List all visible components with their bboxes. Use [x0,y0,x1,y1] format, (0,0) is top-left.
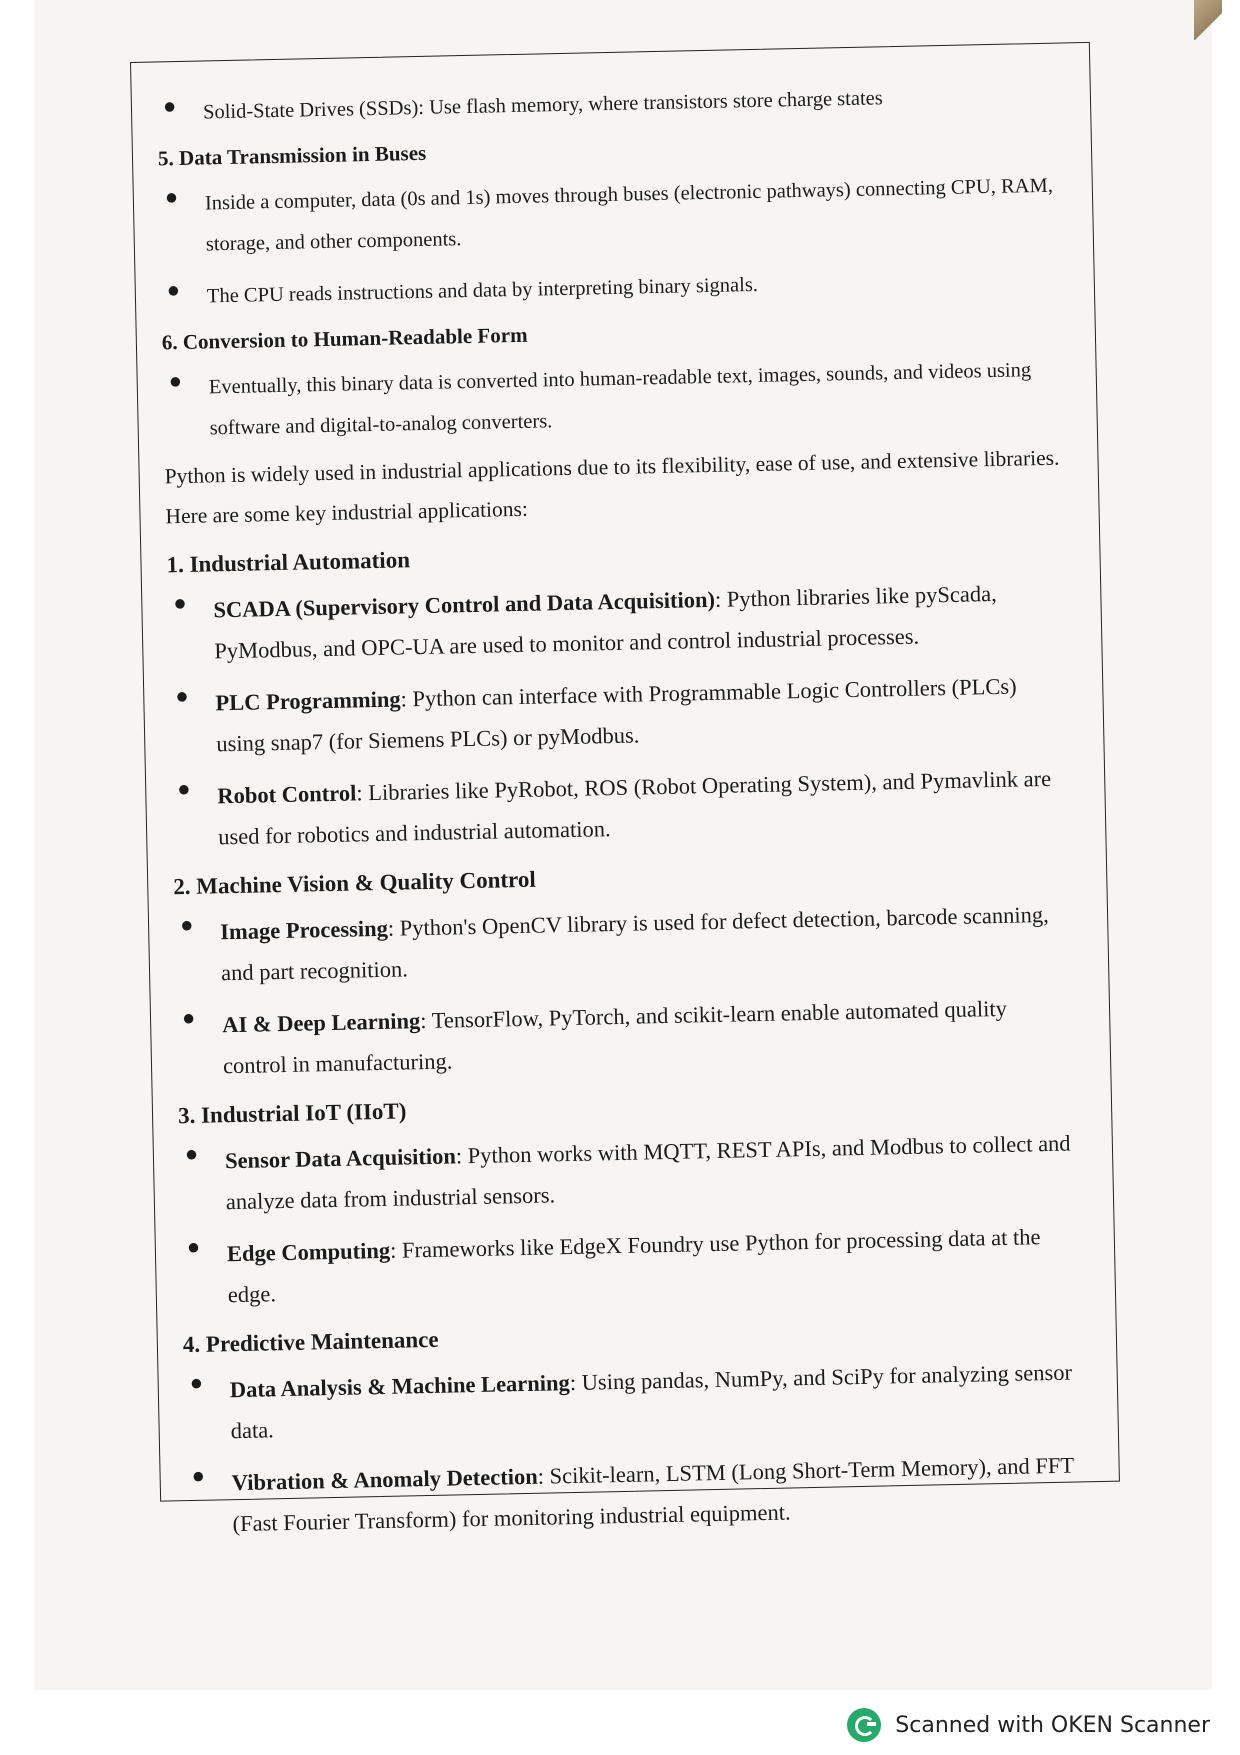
item-description: : TensorFlow, PyTorch, and scikit-learn enable automated quality control in manufacturing. [222,995,1008,1079]
list-item-text [220,902,1049,985]
bordered-text-box [130,42,1120,1537]
list-item-text [232,1453,1074,1537]
bullet-icon: ● [173,589,187,616]
list-item [174,893,1076,994]
list-item [179,1122,1081,1223]
list-item [171,757,1073,858]
page-corner-shadow [1194,0,1222,40]
list-item [161,259,1062,319]
document-content [156,61,1087,1546]
bullet-icon: ● [186,1233,201,1260]
section-heading: 4. Predictive Maintenance [182,1326,439,1358]
item-term: PLC Programming [215,686,401,716]
bullet-icon: ● [176,775,191,802]
list-item-text [225,1131,1071,1215]
list-item [183,1351,1085,1452]
list-item-text [230,1360,1073,1444]
list-item-text [227,1224,1041,1307]
item-term: SCADA (Supervisory Control and Data Acquisition) [213,586,716,623]
item-description: : Python can interface with Programmable Logic Controllers (PLCs) using snap7 (for Siemens PLCs) or pyModbus. [216,673,1017,757]
list-item [162,350,1064,451]
bullet-icon: ● [189,1369,204,1396]
item-term: Sensor Data Acquisition [224,1143,457,1174]
section-heading: 3. Industrial IoT (IIoT) [177,1098,407,1129]
list-item-text [215,674,1017,757]
list-item [181,1215,1083,1316]
list-item-text [213,581,997,663]
item-term: Data Analysis & Machine Learning [229,1370,571,1403]
bullet-icon: ● [179,911,194,938]
bullet-icon: ● [181,1004,196,1031]
bullet-icon: ● [184,1140,199,1167]
bullet-icon: ● [166,277,181,303]
list-item-text: Inside a computer, data (0s and 1s) moves through buses (electronic pathways) connecting CPU, RAM, storage, and other components. [204,174,1054,256]
list-item-text: The CPU reads instructions and data by interpreting binary signals. [206,273,759,308]
list-item [159,166,1061,267]
section-heading: 6. Conversion to Human-Readable Form [161,322,528,355]
item-term: Robot Control [217,780,357,809]
intro-paragraph: Python is widely used in industrial applications due to its flexibility, ease of use, and extensive libraries. Here are some key industrial applications: [164,445,1060,529]
bullet-icon: ● [168,367,183,394]
list-item-text [217,766,1051,849]
bullet-icon: ● [191,1462,206,1489]
item-description: : Python libraries like pyScada, PyModbus, and OPC-UA are used to monitor and control industrial processes. [214,580,997,664]
list-item [169,664,1071,765]
list-item-text [222,996,1007,1078]
oken-scanner-logo-icon [847,1708,881,1742]
item-term: Edge Computing [226,1237,391,1267]
item-term: Image Processing [219,915,389,945]
item-description: : Python works with MQTT, REST APIs, and Modbus to collect and analyze data from industrial sensors. [225,1130,1071,1215]
list-item [157,75,1058,135]
section-heading: 5. Data Transmission in Buses [157,140,427,171]
section-heading: 1. Industrial Automation [166,547,411,578]
bullet-icon: ● [164,184,179,210]
scanner-label: Scanned with OKEN Scanner [895,1712,1210,1738]
item-description: : Scikit-learn, LSTM (Long Short-Term Memory), and FFT (Fast Fourier Transform) for monitoring industrial equipment. [232,1452,1074,1537]
list-item [176,986,1078,1087]
item-term: Vibration & Anomaly Detection [231,1463,538,1496]
bullet-icon: ● [175,682,189,709]
item-description: : Python's OpenCV library is used for defect detection, barcode scanning, and part recognition. [220,901,1049,986]
item-description: : Using pandas, NumPy, and SciPy for analyzing sensor data. [230,1359,1073,1444]
item-description: : Frameworks like EdgeX Foundry use Python for processing data at the edge. [227,1224,1041,1308]
item-description: : Libraries like PyRobot, ROS (Robot Operating System), and Pymavlink are used for robotics and industrial automation. [217,765,1052,850]
list-item [167,571,1069,672]
list-item-text: Solid-State Drives (SSDs): Use flash memory, where transistors store charge states [202,87,883,124]
item-term: AI & Deep Learning [221,1008,421,1038]
scanner-watermark [847,1703,1210,1747]
section-heading: 2. Machine Vision & Quality Control [173,866,536,900]
bullet-icon: ● [162,93,177,119]
list-item-text: Eventually, this binary data is converted into human-readable text, images, sounds, and videos using software and digital-to-analog converters. [208,359,1032,440]
